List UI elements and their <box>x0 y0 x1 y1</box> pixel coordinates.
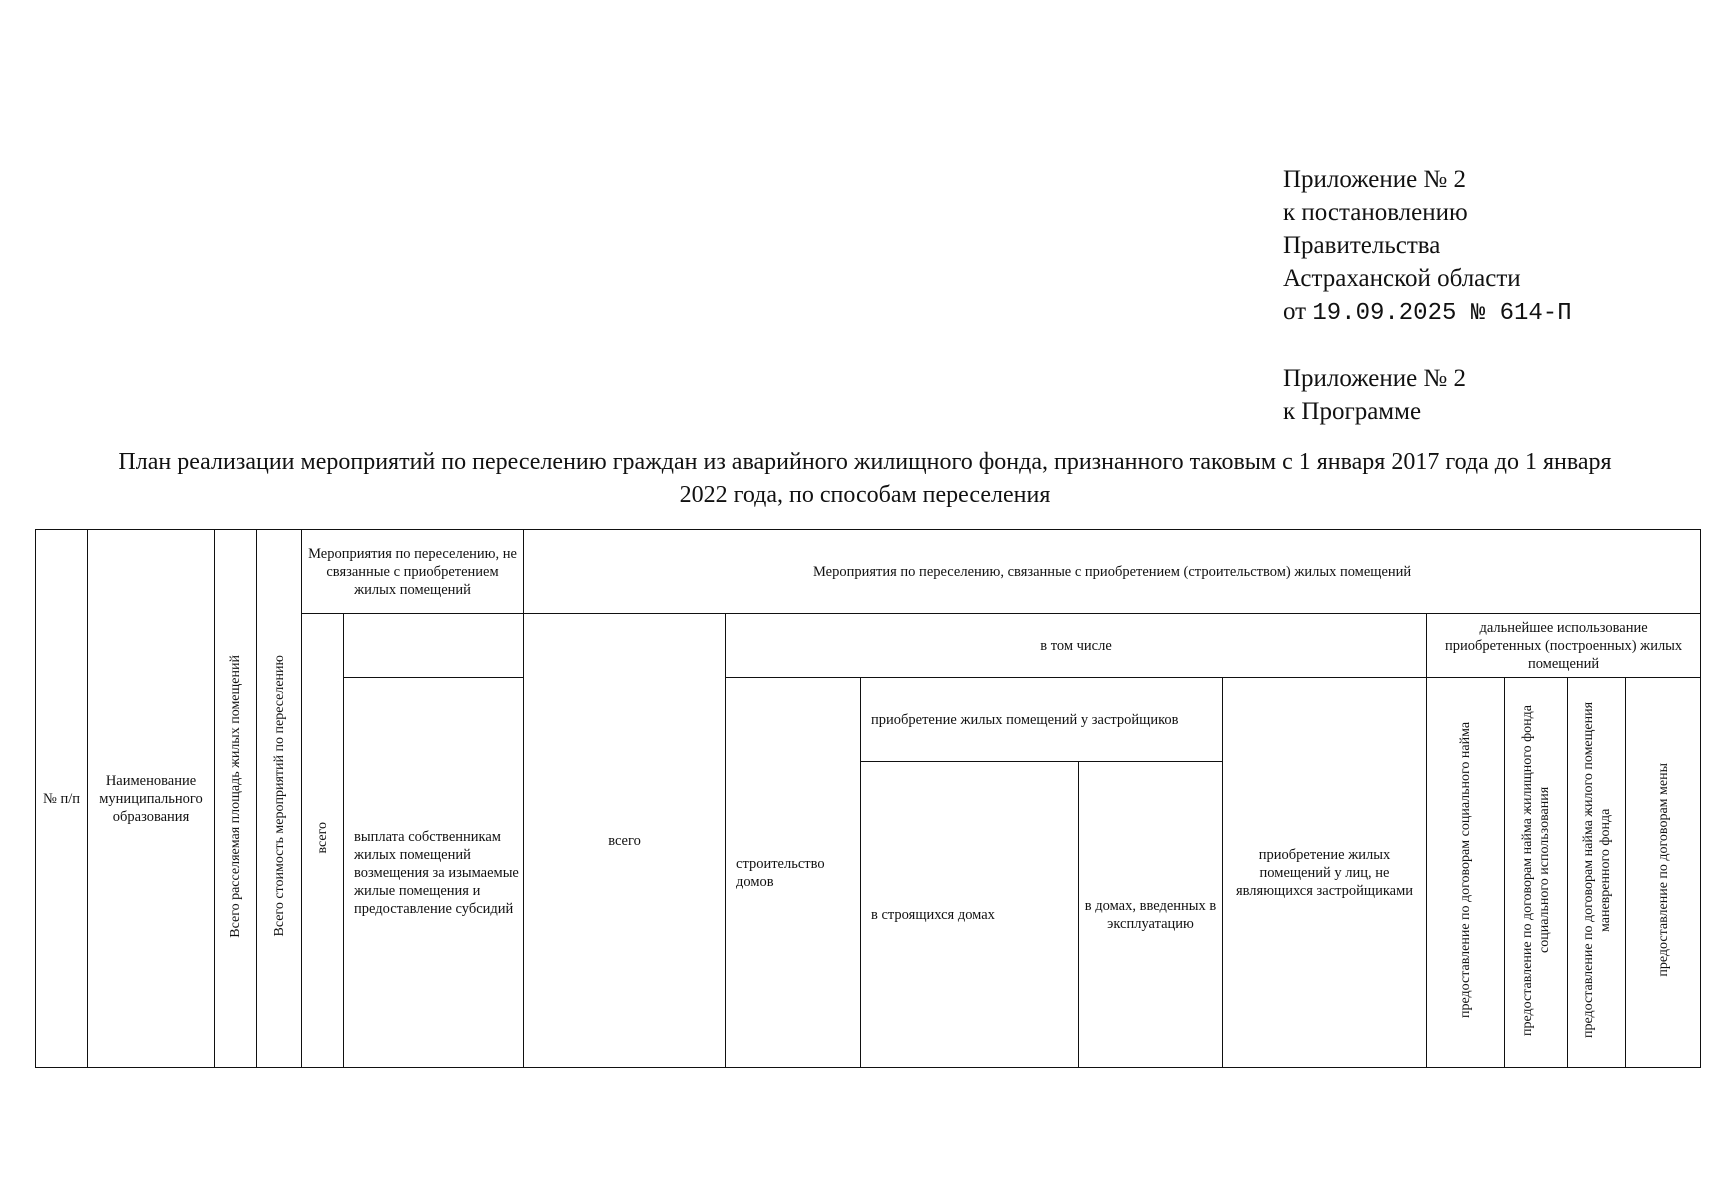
header-social-rent-text: предоставление по договорам социального найма <box>1458 721 1474 1019</box>
header-from-non-developers: приобретение жилых помещений у лиц, не являющихся застройщиками <box>1223 678 1427 1068</box>
approval-line: Астраханской области <box>1283 265 1521 292</box>
header-maneuver-rent <box>1568 678 1626 1068</box>
header-social-use-rent-text: предоставление по договорам найма жилищного фонда социального использования <box>1520 704 1553 1036</box>
header-maneuver-rent-text: предоставление по договорам найма жилого помещения маневренного фонда <box>1580 701 1613 1039</box>
approval-date-line <box>1283 295 1572 330</box>
header-total-area-text: Всего расселяемая площадь жилых помещений <box>228 654 243 938</box>
program-appendix-block <box>1283 362 1466 428</box>
header-number: № п/п <box>36 530 88 1068</box>
header-total-cost <box>257 530 302 1068</box>
header-social-use-rent <box>1505 678 1568 1068</box>
header-group-acquisition: Мероприятия по переселению, связанные с приобретением (строительством) жилых помещений <box>524 530 1701 614</box>
header-in-operation: в домах, введенных в эксплуатацию <box>1079 762 1223 1068</box>
header-acq-total: всего <box>524 614 726 1068</box>
header-group-no-acquisition: Мероприятия по переселению, не связанные с приобретением жилых помещений <box>302 530 524 614</box>
header-no-acq-total <box>302 614 344 1068</box>
approval-line: к постановлению <box>1283 199 1468 226</box>
header-social-rent <box>1427 678 1505 1068</box>
approval-line: Приложение № 2 <box>1283 166 1467 193</box>
plan-table <box>35 529 1701 1068</box>
header-total-cost-text: Всего стоимость мероприятий по переселению <box>271 655 287 937</box>
date-prefix: от <box>1283 298 1307 325</box>
header-no-acq-payment: выплата собственникам жилых помещений возмещения за изымаемые жилые помещения и предоставление субсидий <box>344 678 524 1068</box>
program-appendix-line: к Программе <box>1283 398 1422 425</box>
header-no-acq-total-text: всего <box>315 822 330 854</box>
header-including: в том числе <box>726 614 1427 678</box>
program-appendix-line: Приложение № 2 <box>1283 365 1467 392</box>
header-empty-cell <box>344 614 524 678</box>
header-from-developers: приобретение жилых помещений у застройщиков <box>861 678 1223 762</box>
document-title: План реализации мероприятий по переселению граждан из аварийного жилищного фонда, признанного таковым с 1 января 2017 года до 1 января 2022 года, по способам переселения <box>118 449 1612 508</box>
header-construction: строительство домов <box>726 678 861 1068</box>
approval-block <box>1283 163 1572 330</box>
header-municipality: Наименование муниципального образования <box>88 530 215 1068</box>
approval-line: Правительства <box>1283 232 1441 259</box>
header-in-construction: в строящихся домах <box>861 762 1079 1068</box>
header-total-area <box>215 530 257 1068</box>
header-exchange-text: предоставление по договорам мены <box>1655 763 1671 977</box>
header-exchange <box>1626 678 1701 1068</box>
date-value: 19.09.2025 № 614-П <box>1312 300 1572 327</box>
header-further-use: дальнейшее использование приобретенных (построенных) жилых помещений <box>1427 614 1701 678</box>
